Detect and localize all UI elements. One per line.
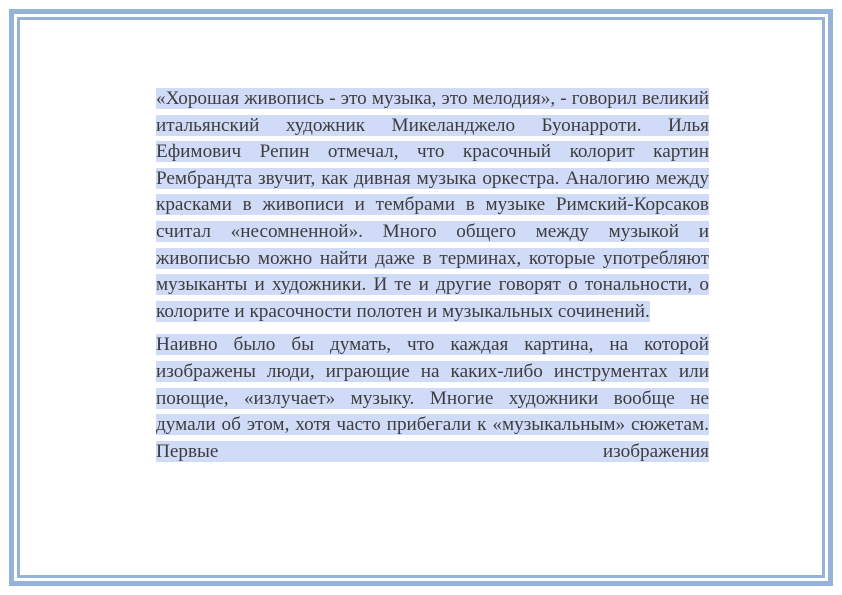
paragraph-2-text: Наивно было бы думать, что каждая картина, на которой изображены люди, играющие на каких-либо инструментах или поющие, «излучает» музыку. Многие художники вообще не думали об этом, хотя часто прибегали к «музыкальным» сюжетам. Первые изображения (156, 334, 709, 462)
paragraph-1-text: «Хорошая живопись - это музыка, это мелодия», - говорил великий итальянский художник Микеланджело Буонарроти. Илья Ефимович Репин отмечал, что красочный колорит картин Рембрандта звучит, как дивная музыка оркестра. Аналогию между красками в живописи и тембрами в музыке Римский-Корсаков считал «несомненной». Много общего между музыкой и живописью можно найти даже в терминах, которые употребляют музыканты и художники. И те и другие говорят о тональности, о колорите и красочности полотен и музыкальных сочинений. (156, 88, 709, 322)
paragraph-2 (156, 332, 709, 465)
body-text-box[interactable] (156, 86, 709, 465)
paragraph-1 (156, 86, 709, 325)
